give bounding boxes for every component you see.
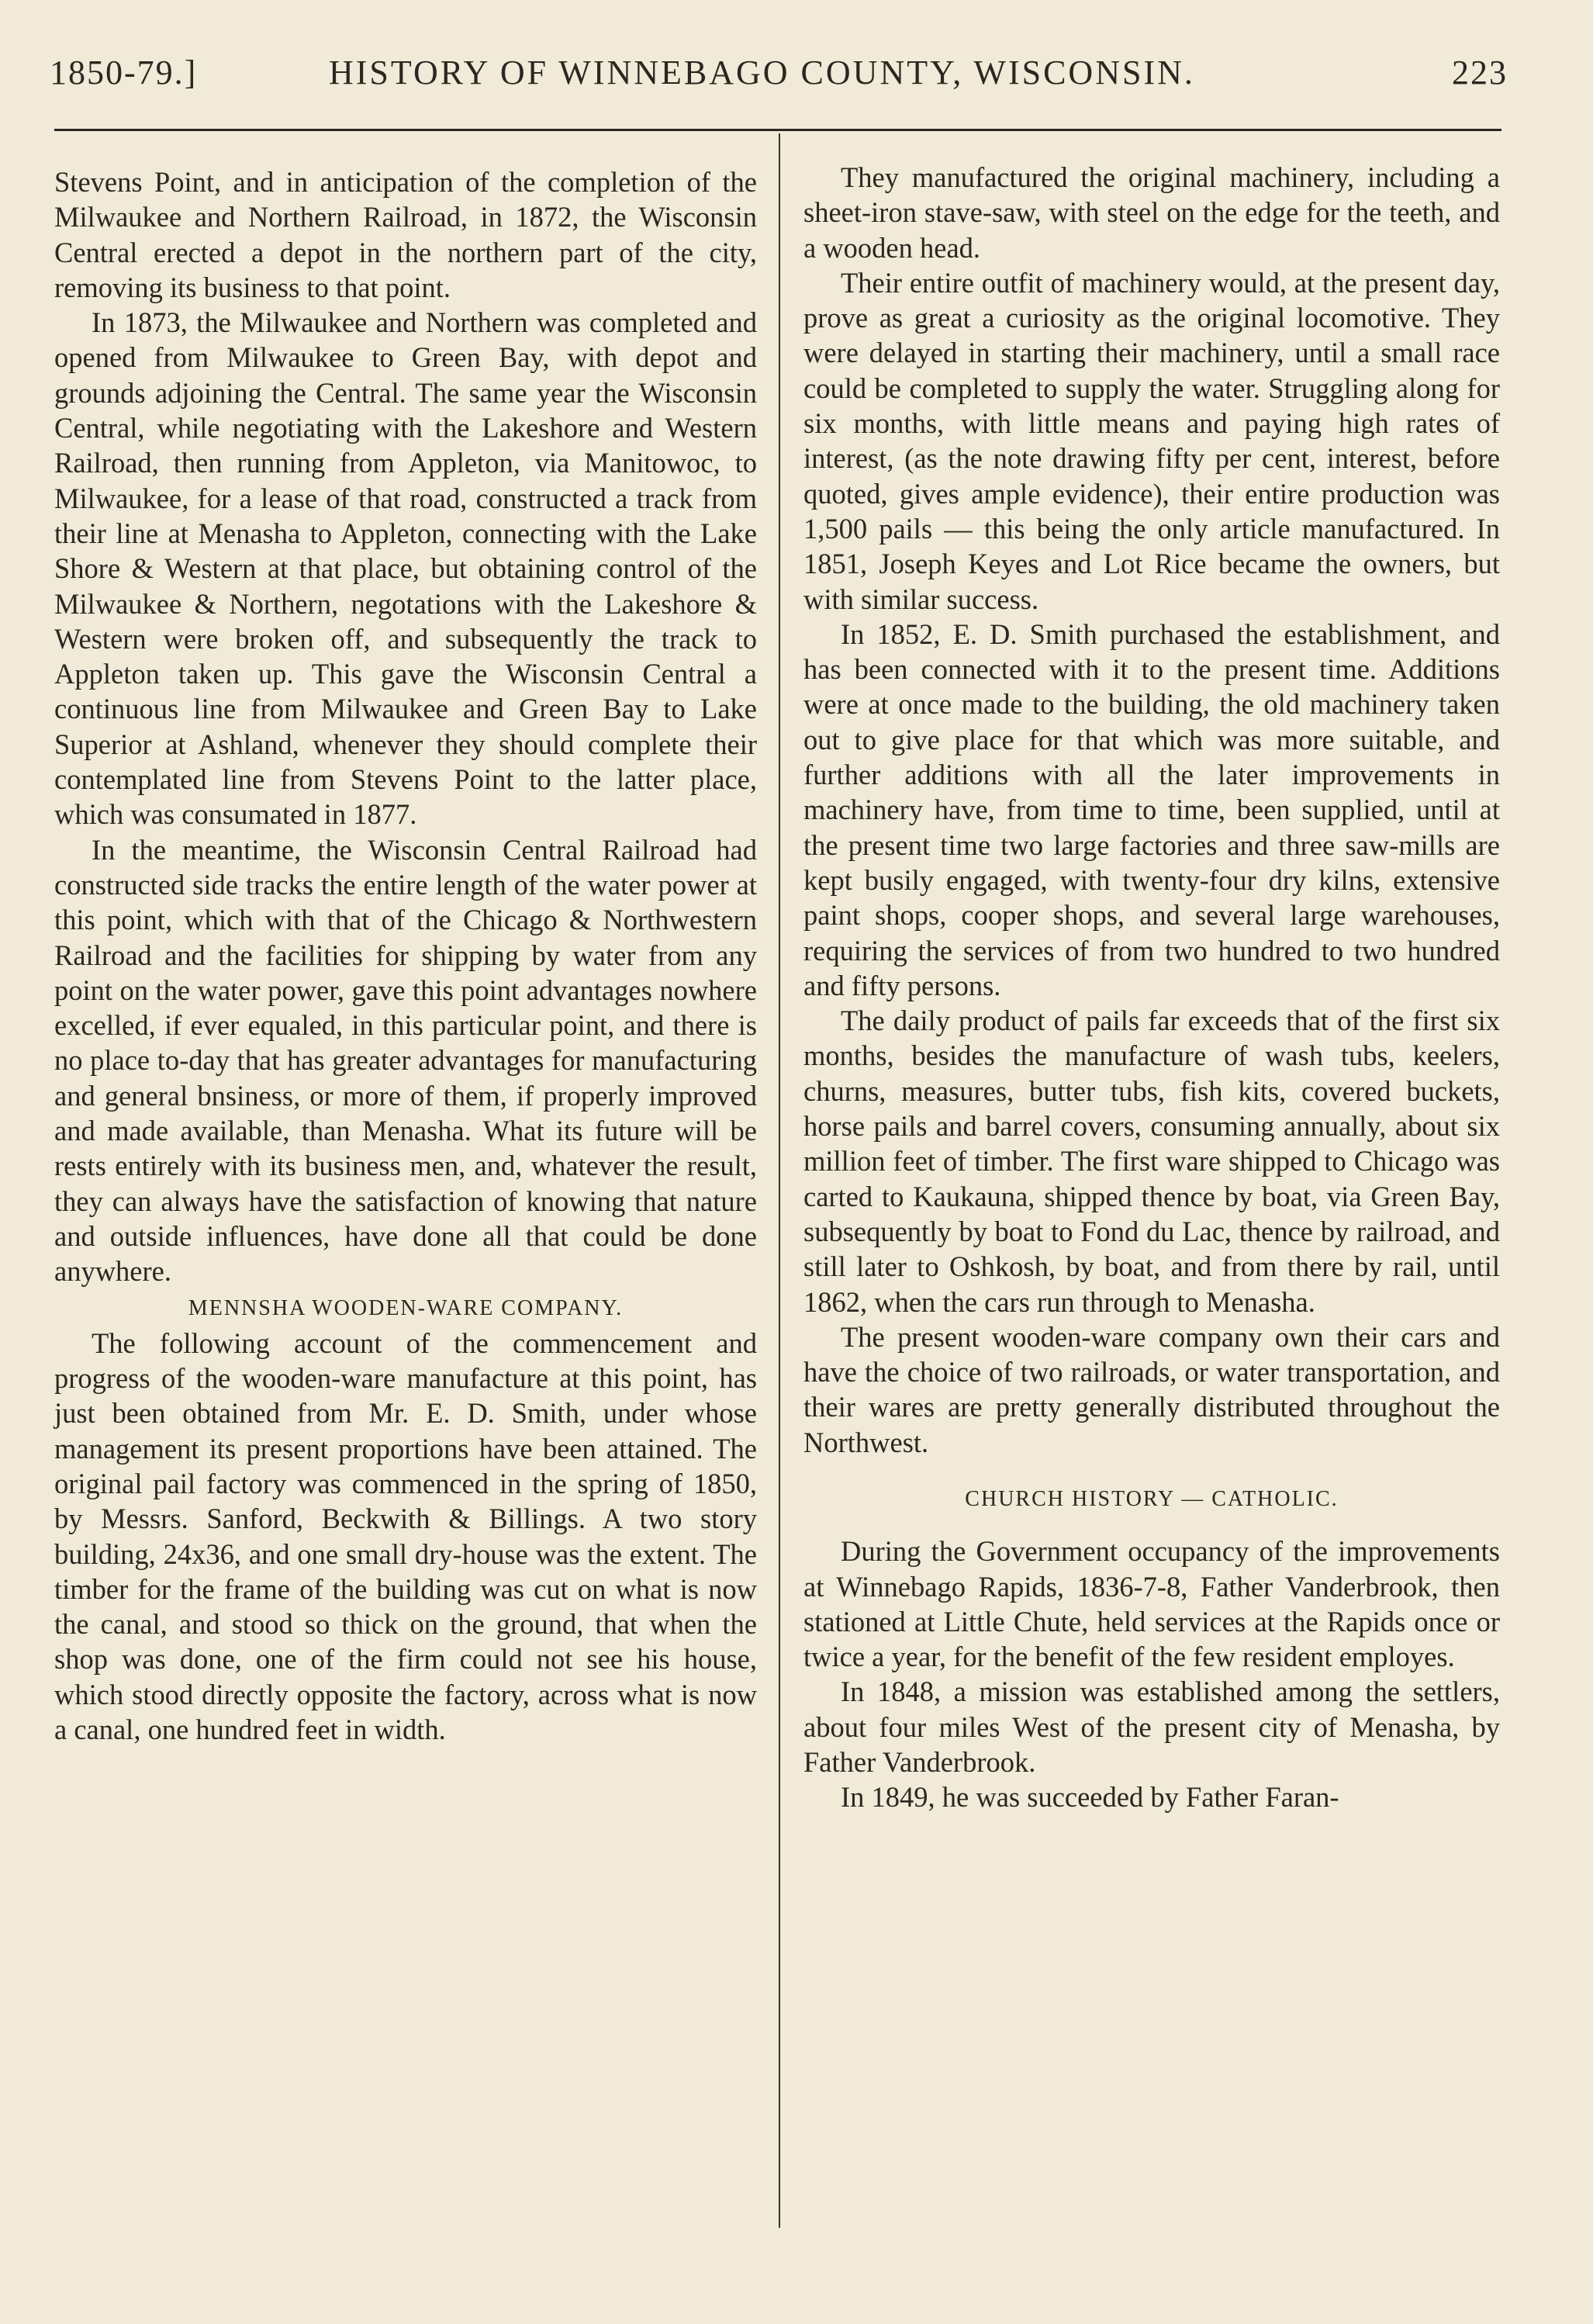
paragraph: The daily product of pails far exceeds that of the first six months, besides the manufacture of wash tubs, keelers, churns, measures, butter tubs, fish kits, covered buckets, horse pails and barrel covers, consuming annually, about six million feet of timber. The first ware shipped to Chicago was carted to Kaukauna, shipped thence by boat, via Green Bay, subsequently by boat to Fond du Lac, thence by railroad, and still later to Oshkosh, by boat, and from there by rail, until 1862, when the cars run through to Menasha. [803, 1005, 1500, 1318]
paragraph: In 1849, he was succeeded by Father Faran- [841, 1781, 1339, 1814]
right-column [803, 160, 1500, 1815]
column-divider [779, 133, 780, 2228]
running-head-dates: 1850-79.] [50, 54, 198, 92]
paragraph: Their entire outfit of machinery would, at the present day, prove as great a curiosity as the original locomotive. They were delayed in starting their machinery, until a small race could be completed to supply the water. Struggling along for six months, with little means and paying high rates of interest, (as the note drawing fifty per cent, interest, before quoted, gives ample evidence), their entire production was 1,500 pails — this being the only article manufactured. In 1851, Joseph Keyes and Lot Rice became the owners, but with similar success. [803, 266, 1500, 615]
paragraph: They manufactured the original machinery, including a sheet-iron stave-saw, with steel on the edge for the teeth, and a wooden head. [803, 161, 1500, 264]
paragraph: In 1852, E. D. Smith purchased the establishment, and has been connected with it to the present time. Additions were at once made to the building, the old machinery taken out to give place for that which was more suitable, and further additions with all the later improvements in machinery have, from time to time, been supplied, until at the present time two large factories and three saw-mills are kept busily engaged, with twenty-four dry kilns, extensive paint shops, cooper shops, and several large warehouses, requiring the services of from two hundred to two hundred and fifty persons. [803, 617, 1500, 1001]
paragraph: During the Government occupancy of the improvements at Winnebago Rapids, 1836-7-8, Father Vanderbrook, then stationed at Little Chute, held services at the Rapids once or twice a year, for the benefit of the few resident employes. [803, 1535, 1500, 1673]
section-heading: CHURCH HISTORY — CATHOLIC. [965, 1486, 1339, 1511]
paragraph: Stevens Point, and in anticipation of the completion of the Milwaukee and Northern Railroad, in 1872, the Wisconsin Central erected a depot in the northern part of the city, removing its business to that point. [54, 166, 757, 303]
left-column [54, 164, 757, 1747]
running-head-title: HISTORY OF WINNEBAGO COUNTY, WISCONSIN. [329, 54, 1195, 92]
paragraph: In 1848, a mission was established among the settlers, about four miles West of the present city of Menasha, by Father Vanderbrook. [803, 1676, 1500, 1779]
paragraph: The following account of the commencement and progress of the wooden-ware manufacture at this point, has just been obtained from Mr. E. D. Smith, under whose management its present proportions have been attained. The original pail factory was commenced in the spring of 1850, by Messrs. Sanford, Beckwith & Billings. A two story building, 24x36, and one small dry-house was the extent. The timber for the frame of the building was cut on what is now the canal, and stood so thick on the ground, that when the shop was done, one of the firm could not see his house, which stood directly opposite the factory, across what is now a canal, one hundred feet in width. [54, 1326, 757, 1746]
paragraph: In the meantime, the Wisconsin Central Railroad had constructed side tracks the entire length of the water power at this point, which with that of the Chicago & Northwestern Railroad and the facilities for shipping by water from any point on the water power, gave this point advantages nowhere excelled, if ever equaled, in this particular point, and there is no place to-day that has greater advantages for manufacturing and general bnsiness, or more of them, if properly improved and made available, than Menasha. What its future will be rests entirely with its business men, and, whatever the result, they can always have the satisfaction of knowing that nature and outside influences, have done all that could be done anywhere. [54, 833, 757, 1288]
section-heading: MENNSHA WOODEN-WARE COMPANY. [188, 1295, 624, 1320]
header-rule [54, 129, 1501, 131]
paragraph: The present wooden-ware company own their cars and have the choice of two railroads, or water transportation, and their wares are pretty generally distributed throughout the Northwest. [803, 1320, 1500, 1458]
running-head [50, 50, 1508, 96]
page-number: 223 [1452, 54, 1508, 92]
paragraph: In 1873, the Milwaukee and Northern was completed and opened from Milwaukee to Green Bay, with depot and grounds adjoining the Central. The same year the Wisconsin Central, while negotiating with the Lakeshore and Western Railroad, then running from Appleton, via Manitowoc, to Milwaukee, for a lease of that road, constructed a track from their line at Menasha to Appleton, connecting with the Lake Shore & Western at that place, but obtaining control of the Milwaukee & Northern, negotations with the Lakeshore & Western were broken off, and subsequently the track to Appleton taken up. This gave the Wisconsin Central a continuous line from Milwaukee and Green Bay to Lake Superior at Ashland, whenever they should complete their contemplated line from Stevens Point to the latter place, which was consumated in 1877. [54, 306, 757, 831]
